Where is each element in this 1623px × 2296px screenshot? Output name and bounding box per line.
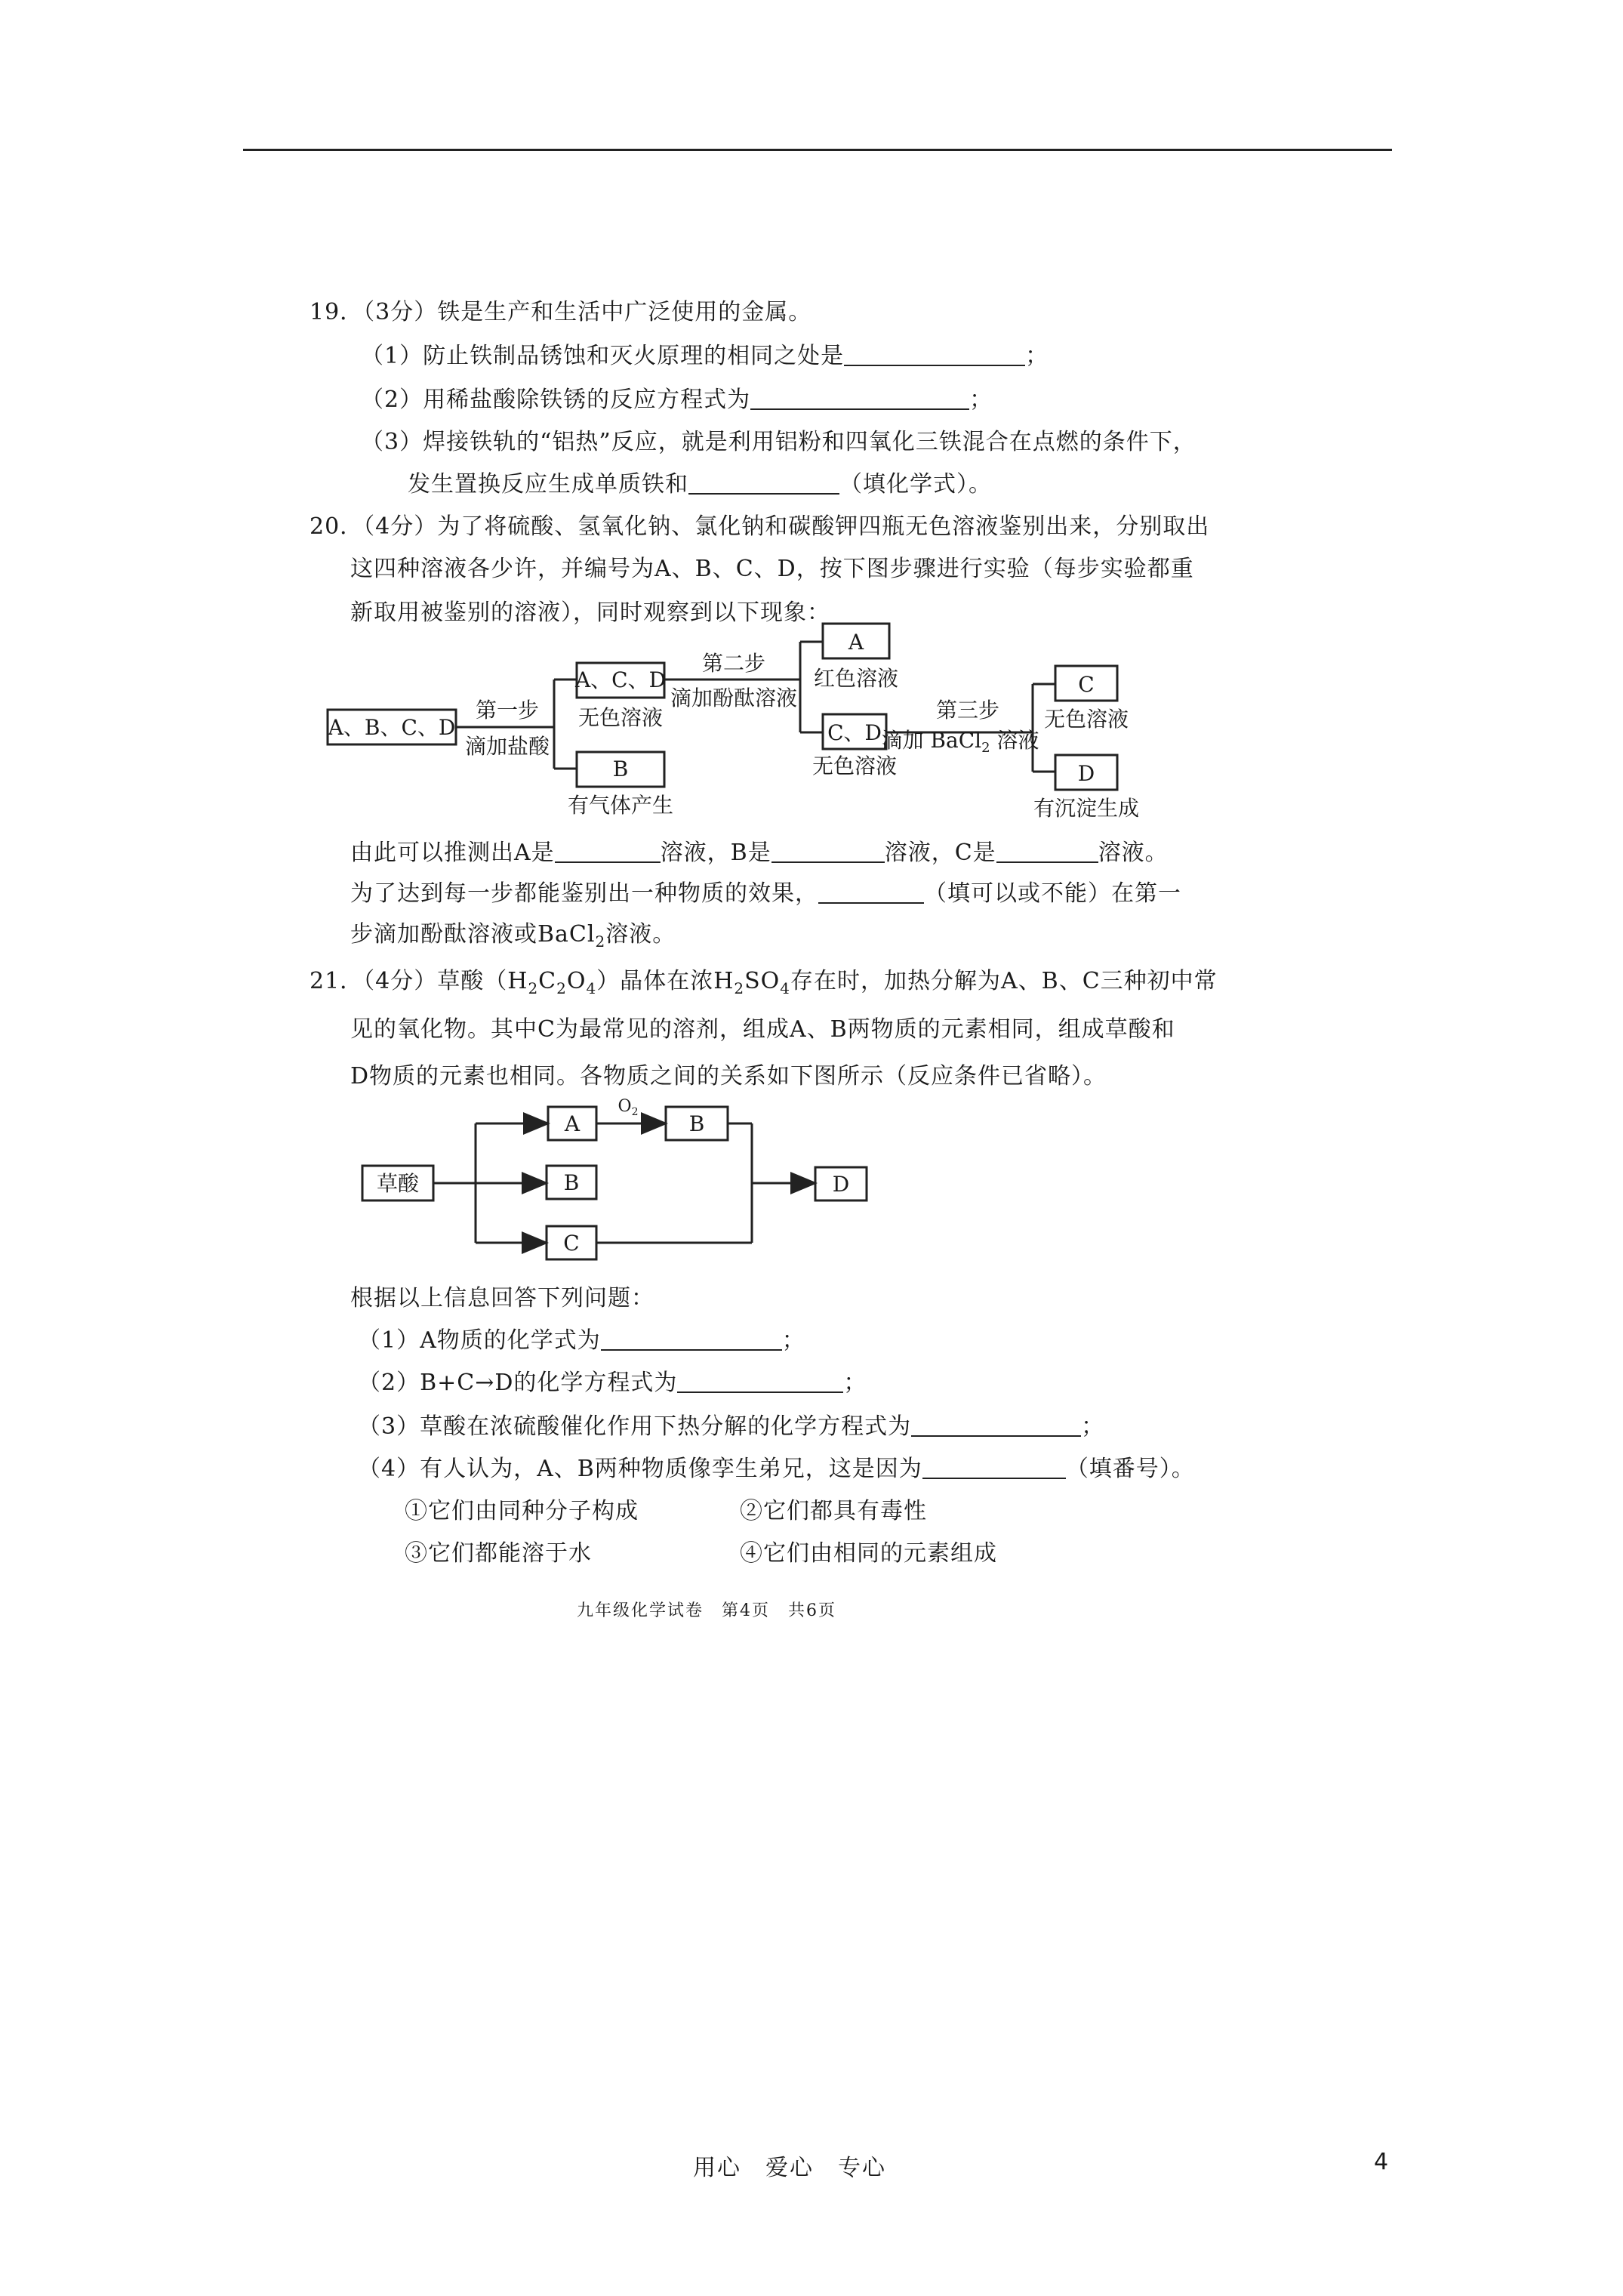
q20-acd-desc: 无色溶液 — [577, 705, 664, 730]
q21-part2: （2）B+C→D的化学方程式为 ； — [358, 1370, 867, 1396]
q21-option4: ④它们由相同的元素组成 — [740, 1540, 997, 1567]
q20-d-desc: 有沉淀生成 — [1033, 796, 1140, 821]
q19-stem: 19．（3分）铁是生产和生活中广泛使用的金属。 — [310, 299, 812, 325]
q20-step1-label: 第一步 — [475, 698, 540, 723]
q20-c-label: C — [1078, 672, 1095, 697]
q19-part1: （1）防止铁制品锈蚀和灭火原理的相同之处是 ； — [361, 343, 1049, 369]
q20-question2-cont: 步滴加酚酞溶液或BaCl$_2$溶液。 — [350, 921, 676, 951]
q19-part3-line2: 发生置换反应生成单质铁和 （填化学式）。 — [408, 471, 992, 498]
q20-line2: 这四种溶液各少许，并编号为A、B、C、D，按下图步骤进行实验（每步实验都重 — [350, 556, 1194, 582]
q21-o2-label: $O_2$ — [617, 1097, 639, 1118]
q21-blank2[interactable] — [677, 1369, 843, 1393]
q20-step3-label: 第三步 — [935, 698, 1000, 723]
q21-option1: ①它们由同种分子构成 — [405, 1498, 639, 1524]
q20-d-label: D — [1077, 761, 1095, 786]
q20-inference: 由此可以推测出A是 溶液，B是 溶液，C是 溶液。 — [350, 840, 1169, 866]
q21-a-label: A — [564, 1111, 581, 1136]
q20-step2-reagent: 滴加酚酞溶液 — [670, 686, 798, 710]
q20-line3: 新取用被鉴别的溶液），同时观察到以下现象： — [350, 599, 830, 626]
q20-a-desc: 红色溶液 — [813, 666, 899, 691]
q21-option2: ②它们都具有毒性 — [740, 1498, 927, 1524]
q21-part1: （1）A物质的化学式为 ； — [358, 1327, 805, 1354]
q19-part2: （2）用稀盐酸除铁锈的反应方程式为 ； — [361, 387, 993, 413]
q20-step2-label: 第二步 — [701, 651, 766, 676]
q20-blank-d[interactable] — [818, 880, 924, 904]
q21-c-label: C — [563, 1231, 580, 1256]
q20-blank-a[interactable] — [555, 839, 661, 863]
q21-part3: （3）草酸在浓硫酸催化作用下热分解的化学方程式为 ； — [358, 1413, 1105, 1440]
q20-step3-reagent: 滴加 BaCl$_2$ 溶液 — [881, 728, 1039, 756]
q19-part3-line1: （3）焊接铁轨的“铝热”反应，就是利用铝粉和四氧化三铁混合在点燃的条件下， — [361, 429, 1196, 455]
q21-line3: D物质的元素也相同。各物质之间的关系如下图所示（反应条件已省略）。 — [350, 1063, 1107, 1089]
q20-blank-b[interactable] — [771, 839, 885, 863]
q20-step1-reagent: 滴加盐酸 — [464, 734, 550, 759]
q20-blank-c[interactable] — [996, 839, 1098, 863]
q21-blank4[interactable] — [922, 1455, 1066, 1479]
q20-b-desc: 有气体产生 — [567, 793, 674, 818]
q20-a-label: A — [848, 630, 864, 655]
q21-line1: 21．（4分）草酸$(H_2C_2O_4)$晶体在浓$H_2SO_4$存在时，加热分解为A、B、C三种初中常 — [310, 968, 1218, 997]
q20-line1: 20．（4分）为了将硫酸、氢氧化钠、氯化钠和碳酸钾四瓶无色溶液鉴别出来，分别取出 — [310, 513, 1210, 540]
q21-b-top-label: B — [688, 1111, 705, 1136]
q20-b-label: B — [612, 757, 629, 781]
q20-cd-label: C、D — [827, 720, 882, 745]
footer-motto: 用心 爱心 专心 — [693, 2155, 886, 2181]
q21-flow-diagram — [0, 1087, 1623, 1276]
q21-blank1[interactable] — [601, 1327, 782, 1351]
q20-question2: 为了达到每一步都能鉴别出一种物质的效果， （填可以或不能）在第一 — [350, 880, 1181, 907]
q21-option3: ③它们都能溶于水 — [405, 1540, 592, 1567]
q21-part4: （4）有人认为，A、B两种物质像孪生弟兄，这是因为 （填番号）。 — [358, 1456, 1195, 1482]
q20-cd-desc: 无色溶液 — [812, 754, 898, 778]
exam-page-footer: 九年级化学试卷 第4页 共6页 — [577, 1601, 836, 1620]
q21-oxalic-label: 草酸 — [376, 1171, 420, 1196]
q21-d-label: D — [832, 1172, 850, 1197]
page-number: 4 — [1374, 2149, 1389, 2175]
q21-b-mid-label: B — [563, 1170, 580, 1195]
q20-start-label: A、B、C、D — [328, 715, 456, 740]
q21-line2: 见的氧化物。其中C为最常见的溶剂，组成A、B两物质的元素相同，组成草酸和 — [350, 1016, 1175, 1043]
q20-flow-diagram — [0, 0, 1623, 846]
q21-blank3[interactable] — [911, 1413, 1081, 1437]
q21-intro: 根据以上信息回答下列问题： — [350, 1285, 654, 1311]
q20-acd-label: A、C、D — [574, 667, 667, 692]
q20-c-desc: 无色溶液 — [1043, 707, 1129, 732]
